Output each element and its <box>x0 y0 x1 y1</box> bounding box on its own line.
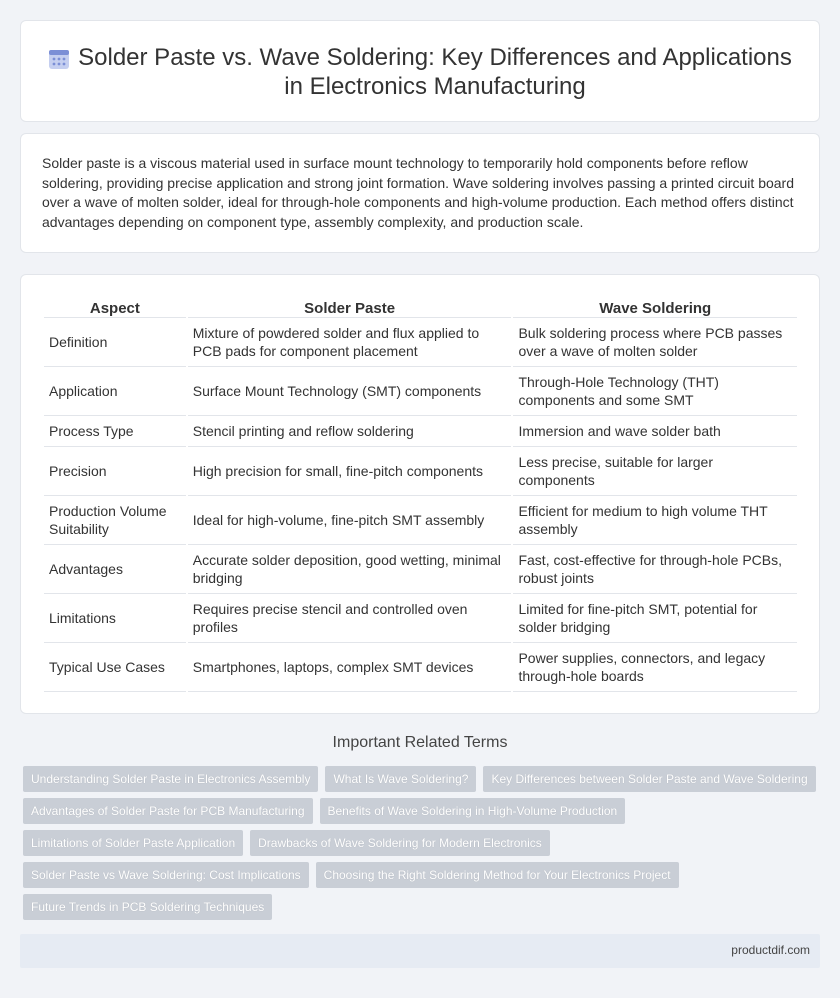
table-cell: Accurate solder deposition, good wetting, minimal bridging <box>188 545 512 594</box>
table-cell: Less precise, suitable for larger components <box>513 447 797 496</box>
related-terms-heading: Important Related Terms <box>332 734 508 751</box>
calendar-grid-icon <box>47 47 71 71</box>
related-term-link[interactable]: Solder Paste vs Wave Soldering: Cost Implications <box>23 862 309 888</box>
table-cell: Production Volume Suitability <box>44 496 186 545</box>
page-title: Solder Paste vs. Wave Soldering: Key Differences and Applications in Electronics Manufacturing <box>78 44 792 100</box>
table-header-row <box>44 295 797 318</box>
related-term-link[interactable]: Limitations of Solder Paste Application <box>23 830 243 856</box>
table-row <box>44 496 797 545</box>
table-cell: Mixture of powdered solder and flux applied to PCB pads for component placement <box>188 318 512 367</box>
header-card <box>20 20 820 122</box>
table-cell: Definition <box>44 318 186 367</box>
table-cell: Through-Hole Technology (THT) components and some SMT <box>513 367 797 416</box>
table-cell: Efficient for medium to high volume THT assembly <box>513 496 797 545</box>
related-term-link[interactable]: Key Differences between Solder Paste and Wave Soldering <box>483 766 815 792</box>
related-terms-list <box>23 766 823 926</box>
table-cell: Limitations <box>44 594 186 643</box>
column-header-wave-soldering: Wave Soldering <box>513 295 797 318</box>
table-cell: Stencil printing and reflow soldering <box>188 416 512 447</box>
tag-row <box>23 798 823 824</box>
table-cell: Ideal for high-volume, fine-pitch SMT assembly <box>188 496 512 545</box>
table-cell: High precision for small, fine-pitch components <box>188 447 512 496</box>
tag-row <box>23 766 823 792</box>
intro-paragraph: Solder paste is a viscous material used in surface mount technology to temporarily hold components before reflow soldering, providing precise application and strong joint formation. Wave soldering involves passing a printed circuit board over a wave of molten solder, ideal for through-hole components and high-volume production. Each method offers distinct advantages depending on component type, assembly complexity, and production scale. <box>42 155 795 230</box>
table-cell: Typical Use Cases <box>44 643 186 692</box>
page-title-wrap <box>21 43 819 101</box>
table-cell: Process Type <box>44 416 186 447</box>
table-cell: Requires precise stencil and controlled oven profiles <box>188 594 512 643</box>
table-row <box>44 643 797 692</box>
table-cell: Smartphones, laptops, complex SMT devices <box>188 643 512 692</box>
column-header-solder-paste: Solder Paste <box>188 295 512 318</box>
related-term-link[interactable]: Choosing the Right Soldering Method for Your Electronics Project <box>316 862 679 888</box>
table-cell: Immersion and wave solder bath <box>513 416 797 447</box>
related-term-link[interactable]: Drawbacks of Wave Soldering for Modern Electronics <box>250 830 550 856</box>
comparison-table <box>42 295 799 692</box>
column-header-aspect: Aspect <box>44 295 186 318</box>
related-term-link[interactable]: Understanding Solder Paste in Electronics Assembly <box>23 766 318 792</box>
intro-card <box>20 133 820 253</box>
table-cell: Advantages <box>44 545 186 594</box>
table-cell: Surface Mount Technology (SMT) components <box>188 367 512 416</box>
footer <box>20 934 820 968</box>
table-cell: Bulk soldering process where PCB passes over a wave of molten solder <box>513 318 797 367</box>
footer-site-name: productdif.com <box>731 943 810 957</box>
table-row <box>44 545 797 594</box>
table-cell: Application <box>44 367 186 416</box>
table-row <box>44 447 797 496</box>
table-row <box>44 416 797 447</box>
related-term-link[interactable]: Advantages of Solder Paste for PCB Manufacturing <box>23 798 313 824</box>
tag-row <box>23 894 823 920</box>
table-row <box>44 367 797 416</box>
table-cell: Limited for fine-pitch SMT, potential for solder bridging <box>513 594 797 643</box>
related-term-link[interactable]: Future Trends in PCB Soldering Techniques <box>23 894 272 920</box>
related-term-link[interactable]: Benefits of Wave Soldering in High-Volume Production <box>320 798 626 824</box>
table-cell: Precision <box>44 447 186 496</box>
table-row <box>44 594 797 643</box>
tag-row <box>23 830 823 856</box>
related-term-link[interactable]: What Is Wave Soldering? <box>325 766 476 792</box>
comparison-table-card <box>20 274 820 714</box>
table-cell: Power supplies, connectors, and legacy through-hole boards <box>513 643 797 692</box>
tag-row <box>23 862 823 888</box>
table-row <box>44 318 797 367</box>
table-cell: Fast, cost-effective for through-hole PCBs, robust joints <box>513 545 797 594</box>
